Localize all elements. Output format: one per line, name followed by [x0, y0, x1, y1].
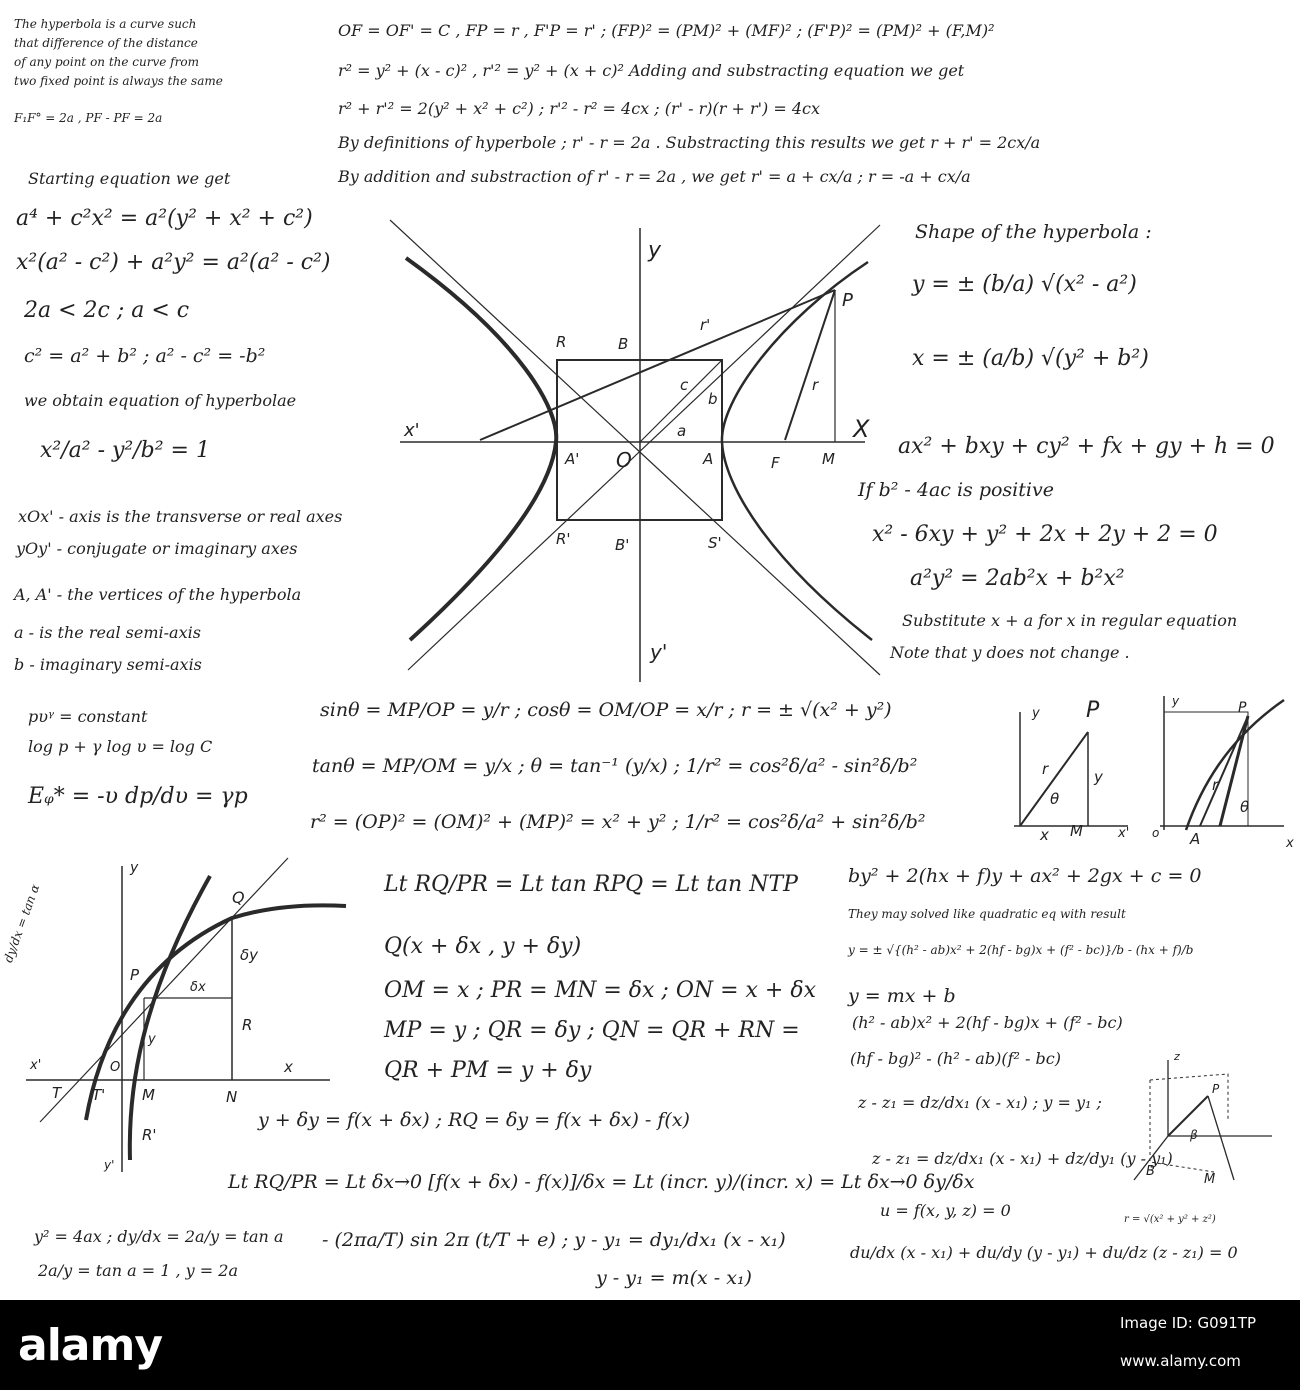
fig-label: A: [703, 450, 714, 468]
note-line: A, A' - the vertices of the hyperbola: [14, 585, 302, 604]
note-line: 2a < 2c ; a < c: [24, 298, 190, 323]
note-line: pυᵞ = constant: [28, 707, 148, 726]
fig-label: c: [680, 376, 689, 394]
note-line: Eᵩ* = -υ dp/dυ = γp: [28, 784, 248, 809]
note-line: y = ± (b/a) √(x² - a²): [912, 272, 1137, 297]
fig-label: y': [650, 640, 668, 664]
fig-label: R': [556, 530, 571, 548]
note-line: by² + 2(hx + f)y + ax² + 2gx + c = 0: [848, 865, 1202, 887]
note-line: F₁F° = 2a , PF - PF = 2a: [14, 111, 163, 125]
note-line: OF = OF' = C , FP = r , F'P = r' ; (FP)² = (PM)² + (MF)² ; (F'P)² = (PM)² + (F,M)²: [338, 21, 995, 40]
fig-label: δy: [240, 946, 259, 964]
fig-label: x: [1040, 826, 1049, 844]
fig-label: O: [110, 1060, 121, 1075]
fig-label: y: [130, 860, 139, 876]
note-line: z - z₁ = dz/dx₁ (x - x₁) + dz/dy₁ (y - y₁): [872, 1149, 1173, 1168]
note-line: x² - 6xy + y² + 2x + 2y + 2 = 0: [872, 522, 1218, 547]
note-line: Note that y does not change .: [890, 643, 1130, 662]
note-line: Substitute x + a for x in regular equation: [902, 611, 1238, 630]
fig-label: R': [142, 1126, 157, 1144]
fig-label: b: [708, 390, 718, 408]
note-line: MP = y ; QR = δy ; QN = QR + RN =: [384, 1018, 800, 1043]
fig-label: X: [853, 415, 870, 443]
fig-label: r: [1042, 760, 1049, 778]
fig-label: a: [677, 422, 687, 440]
note-line: The hyperbola is a curve such: [14, 17, 197, 31]
note-line: Shape of the hyperbola :: [915, 221, 1152, 243]
note-line: a²y² = 2ab²x + b²x²: [910, 566, 1125, 591]
fig-label: δx: [190, 980, 206, 995]
note-line: r² = y² + (x - c)² , r'² = y² + (x + c)² Adding and substracting equation we get: [338, 61, 965, 80]
fig-label: x': [30, 1058, 42, 1073]
brand-logo: alamy: [18, 1320, 162, 1371]
note-line: z - z₁ = dz/dx₁ (x - x₁) ; y = y₁ ;: [858, 1093, 1102, 1112]
fig-label: y': [104, 1158, 115, 1172]
note-line: (hf - bg)² - (h² - ab)(f² - bc): [850, 1049, 1061, 1068]
fig-label: θ: [1050, 790, 1060, 808]
note-line: OM = x ; PR = MN = δx ; ON = x + δx: [384, 978, 817, 1003]
fig-label: x': [404, 420, 420, 441]
fig-label: A: [1190, 830, 1201, 848]
fig-label: T: [52, 1084, 62, 1102]
fig-label: N: [226, 1088, 238, 1106]
note-line: c² = a² + b² ; a² - c² = -b²: [24, 345, 266, 367]
note-line: - (2πa/T) sin 2π (t/T + e) ; y - y₁ = dy₁/dx₁ (x - x₁): [322, 1229, 786, 1251]
note-line: du/dx (x - x₁) + du/dy (y - y₁) + du/dz (z - z₁) = 0: [850, 1243, 1238, 1262]
note-line: r² = (OP)² = (OM)² + (MP)² = x² + y² ; 1/r² = cos²δ/a² + sin²δ/b²: [310, 811, 926, 833]
note-line: By addition and substraction of r' - r = 2a , we get r' = a + cx/a ; r = -a + cx/a: [338, 167, 971, 186]
fig-label: P: [1086, 698, 1100, 723]
fig-label: y: [1032, 706, 1040, 721]
fig-label: O: [616, 448, 632, 472]
fig-label: M: [1070, 822, 1083, 840]
fig-label: r: [1212, 776, 1219, 794]
note-line: two fixed point is always the same: [14, 74, 223, 88]
note-line: Q(x + δx , y + δy): [384, 934, 582, 959]
note-line: u = f(x, y, z) = 0: [880, 1201, 1011, 1220]
image-id-label: Image ID: G091TP: [1120, 1314, 1257, 1332]
note-line: r² + r'² = 2(y² + x² + c²) ; r'² - r² = 4cx ; (r' - r)(r + r') = 4cx: [338, 99, 820, 118]
fig-label: o: [1152, 826, 1160, 840]
note-line: y = ± √{(h² - ab)x² + 2(hf - bg)x + (f² - bc)}/b - (hx + f)/b: [848, 943, 1194, 957]
fig-label: Q: [232, 888, 245, 907]
site-url-label: www.alamy.com: [1120, 1352, 1241, 1370]
note-line: we obtain equation of hyperbolae: [24, 391, 297, 410]
note-line: Starting equation we get: [28, 169, 231, 188]
fig-label: B: [1146, 1164, 1155, 1179]
note-line: x²/a² - y²/b² = 1: [40, 438, 210, 463]
fig-label: θ: [1240, 798, 1250, 816]
fig-label: R: [242, 1016, 253, 1034]
fig-label: T': [92, 1086, 106, 1104]
fig-label: x': [1118, 826, 1130, 841]
note-line: ax² + bxy + cy² + fx + gy + h = 0: [898, 434, 1275, 459]
note-line: y = mx + b: [848, 985, 956, 1007]
note-line: x²(a² - c²) + a²y² = a²(a² - c²): [16, 250, 331, 275]
note-line: a - is the real semi-axis: [14, 623, 201, 642]
note-line: 2a/y = tan a = 1 , y = 2a: [38, 1261, 238, 1280]
fig-label: y: [148, 1032, 156, 1047]
note-line: x = ± (a/b) √(y² + b²): [912, 346, 1149, 371]
stock-footer-bar: [0, 1300, 1300, 1390]
note-line: If b² - 4ac is positive: [858, 479, 1054, 501]
note-line: a⁴ + c²x² = a²(y² + x² + c²): [16, 206, 313, 231]
fig-label: P: [1212, 1082, 1220, 1096]
fig-label: P: [842, 290, 853, 311]
fig-label: r: [812, 376, 819, 394]
fig-label: y: [648, 238, 662, 263]
note-line: that difference of the distance: [14, 36, 198, 50]
note-line: y² = 4ax ; dy/dx = 2a/y = tan a: [34, 1227, 284, 1246]
fig-label: M: [1204, 1172, 1216, 1187]
slope-note: dy/dx = tan α: [1, 882, 43, 965]
note-line: of any point on the curve from: [14, 55, 199, 69]
fig-label: R: [556, 333, 567, 351]
note-line: yOy' - conjugate or imaginary axes: [16, 539, 298, 558]
fig-label: S': [708, 534, 722, 552]
note-line: They may solved like quadratic eq with result: [848, 907, 1126, 921]
note-line: b - imaginary semi-axis: [14, 655, 202, 674]
fig-label: P: [130, 966, 140, 984]
note-line: By definitions of hyperbole ; r' - r = 2a . Substracting this results we get r + r' = 2cx/a: [338, 133, 1041, 152]
fig-label: F: [771, 454, 780, 472]
fig-label: M: [142, 1086, 155, 1104]
note-line: y + δy = f(x + δx) ; RQ = δy = f(x + δx) - f(x): [258, 1109, 690, 1131]
note-line: r = √(x² + y² + z²): [1124, 1214, 1216, 1225]
note-line: (h² - ab)x² + 2(hf - bg)x + (f² - bc): [852, 1013, 1123, 1032]
note-line: QR + PM = y + δy: [384, 1058, 592, 1083]
note-line: Lt RQ/PR = Lt δx→0 [f(x + δx) - f(x)]/δx = Lt (incr. y)/(incr. x) = Lt δx→0 δy/δx: [228, 1171, 975, 1193]
fig-label: y: [1094, 768, 1103, 786]
fig-label: M: [822, 450, 835, 468]
fig-label: z: [1174, 1050, 1180, 1063]
fig-label: B: [618, 335, 629, 353]
note-line: sinθ = MP/OP = y/r ; cosθ = OM/OP = x/r ; r = ± √(x² + y²): [320, 699, 892, 721]
fig-label: y: [1172, 694, 1180, 708]
note-line: y - y₁ = m(x - x₁): [596, 1267, 752, 1289]
note-line: Lt RQ/PR = Lt tan RPQ = Lt tan NTP: [384, 872, 798, 897]
fig-label: r': [700, 316, 711, 334]
fig-label: B': [615, 536, 630, 554]
fig-label: x: [1286, 836, 1294, 851]
fig-label: P: [1238, 700, 1247, 716]
fig-label: x: [284, 1058, 293, 1076]
note-line: log p + γ log υ = log C: [28, 737, 213, 756]
fig-label: β: [1190, 1128, 1198, 1142]
note-line: xOx' - axis is the transverse or real axes: [18, 507, 343, 526]
fig-label: A': [565, 450, 580, 468]
note-line: tanθ = MP/OM = y/x ; θ = tan⁻¹ (y/x) ; 1/r² = cos²δ/a² - sin²δ/b²: [312, 755, 918, 777]
